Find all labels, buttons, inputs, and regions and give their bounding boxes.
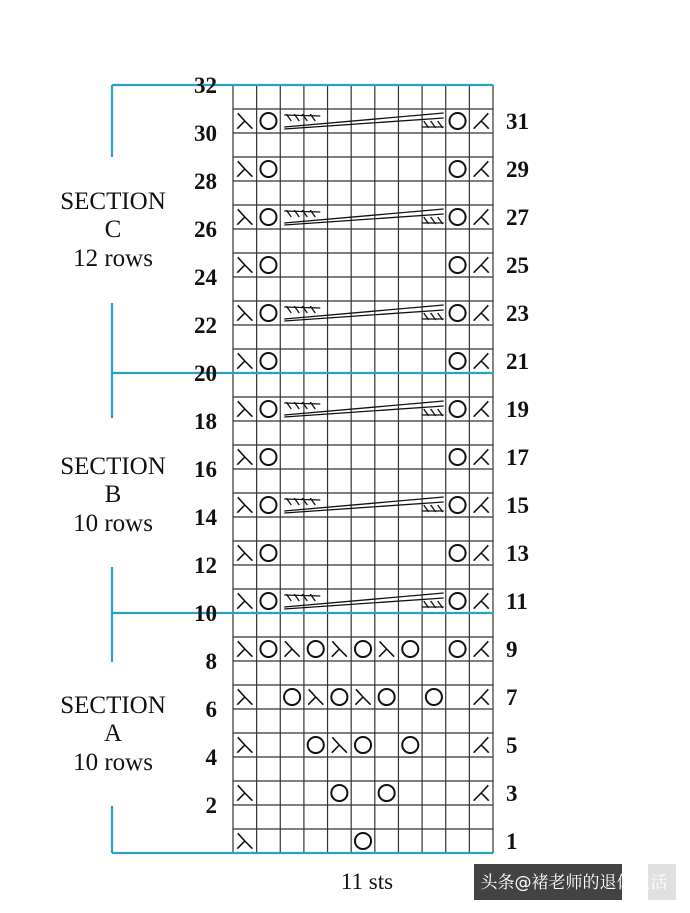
row-number-right: 29	[506, 157, 529, 182]
section-b-title: SECTION	[60, 453, 166, 480]
cable-hatch-left	[310, 402, 315, 409]
yarn-over-mark	[331, 689, 347, 705]
cable-hatch-left-top	[284, 211, 320, 212]
ssk-mark	[237, 689, 252, 704]
ssk-mark	[237, 497, 252, 512]
row-number-left: 2	[205, 793, 217, 818]
ssk-mark	[237, 641, 252, 656]
row-number-right: 17	[506, 445, 529, 470]
ssk-mark	[237, 257, 252, 272]
row-number-left: 14	[194, 505, 217, 530]
cable-hatch-left	[310, 114, 315, 121]
yarn-over-mark	[450, 401, 466, 417]
row-number-left: 8	[205, 649, 217, 674]
yarn-over-mark	[450, 593, 466, 609]
cable-hatch-left	[310, 210, 315, 217]
k2tog-mark	[474, 161, 489, 176]
yarn-over-mark	[450, 113, 466, 129]
ssk-mark	[308, 689, 323, 704]
cable-hatch-left-top	[284, 595, 320, 596]
ssk-mark	[355, 689, 370, 704]
row-number-right: 11	[506, 589, 528, 614]
row-number-left: 10	[194, 601, 217, 626]
yarn-over-mark	[260, 449, 276, 465]
yarn-over-mark	[450, 353, 466, 369]
stitch-count-label: 11 sts	[340, 869, 394, 894]
section-c-letter: C	[104, 216, 122, 243]
yarn-over-mark	[379, 785, 395, 801]
row-number-left: 30	[194, 121, 217, 146]
yarn-over-mark	[260, 113, 276, 129]
cable-hatch-left	[310, 498, 315, 505]
section-c-title: SECTION	[60, 188, 166, 215]
section-c-label	[60, 188, 166, 272]
yarn-over-mark	[355, 641, 371, 657]
yarn-over-mark	[402, 737, 418, 753]
cable-hatch-left	[310, 594, 315, 601]
ssk-mark	[237, 305, 252, 320]
section-a-letter: A	[103, 720, 123, 747]
row-number-right: 31	[506, 109, 529, 134]
row-number-right: 21	[506, 349, 529, 374]
yarn-over-mark	[260, 401, 276, 417]
row-number-right: 3	[506, 781, 518, 806]
section-a-rows: 10 rows	[73, 749, 153, 776]
row-number-right: 9	[506, 637, 518, 662]
k2tog-mark	[474, 401, 489, 416]
row-number-right: 7	[506, 685, 518, 710]
yarn-over-mark	[450, 545, 466, 561]
ssk-mark	[332, 641, 347, 656]
ssk-mark	[237, 593, 252, 608]
row-number-right: 15	[506, 493, 529, 518]
k2tog-mark	[474, 497, 489, 512]
stitch-symbols	[237, 113, 488, 849]
ssk-mark	[237, 113, 252, 128]
yarn-over-mark	[450, 209, 466, 225]
cable-hatch-left-top	[284, 307, 320, 308]
k2tog-mark	[474, 689, 489, 704]
yarn-over-mark	[450, 257, 466, 273]
yarn-over-mark	[260, 641, 276, 657]
ssk-mark	[237, 401, 252, 416]
k2tog-mark	[474, 305, 489, 320]
cable-hatch-left-top	[284, 403, 320, 404]
section-b-letter: B	[104, 481, 122, 508]
row-number-right: 27	[506, 205, 529, 230]
yarn-over-mark	[308, 737, 324, 753]
k2tog-mark	[474, 449, 489, 464]
k2tog-mark	[474, 209, 489, 224]
row-number-right: 19	[506, 397, 529, 422]
yarn-over-mark	[355, 833, 371, 849]
row-number-left: 24	[194, 265, 217, 290]
yarn-over-mark	[450, 161, 466, 177]
ssk-mark	[332, 737, 347, 752]
ssk-mark	[379, 641, 394, 656]
row-number-right: 1	[506, 829, 518, 854]
ssk-mark	[237, 161, 252, 176]
k2tog-mark	[474, 737, 489, 752]
cable-hatch-left	[310, 306, 315, 313]
yarn-over-mark	[450, 641, 466, 657]
section-a-label	[60, 692, 166, 776]
section-b-rows: 10 rows	[73, 510, 153, 537]
watermark	[474, 864, 676, 900]
yarn-over-mark	[260, 545, 276, 561]
row-number-left: 22	[194, 313, 217, 338]
row-number-left: 32	[194, 73, 217, 98]
cable-hatch-left-top	[284, 115, 320, 116]
row-number-right: 23	[506, 301, 529, 326]
yarn-over-mark	[260, 497, 276, 513]
k2tog-mark	[474, 545, 489, 560]
row-number-right: 25	[506, 253, 529, 278]
yarn-over-mark	[260, 257, 276, 273]
yarn-over-mark	[450, 305, 466, 321]
yarn-over-mark	[426, 689, 442, 705]
yarn-over-mark	[308, 641, 324, 657]
cable-hatch-left-top	[284, 499, 320, 500]
yarn-over-mark	[260, 593, 276, 609]
ssk-mark	[285, 641, 300, 656]
ssk-mark	[237, 209, 252, 224]
row-number-left: 26	[194, 217, 217, 242]
yarn-over-mark	[402, 641, 418, 657]
row-number-left: 20	[194, 361, 217, 386]
watermark-text: 头条@褚老师的退休生活	[480, 873, 668, 893]
ssk-mark	[237, 833, 252, 848]
k2tog-mark	[474, 257, 489, 272]
yarn-over-mark	[450, 497, 466, 513]
yarn-over-mark	[260, 209, 276, 225]
yarn-over-mark	[450, 449, 466, 465]
yarn-over-mark	[355, 737, 371, 753]
yarn-over-mark	[284, 689, 300, 705]
ssk-mark	[237, 353, 252, 368]
ssk-mark	[237, 449, 252, 464]
row-number-left: 16	[194, 457, 217, 482]
row-number-right: 5	[506, 733, 518, 758]
yarn-over-mark	[260, 353, 276, 369]
row-number-left: 18	[194, 409, 217, 434]
section-c-rows: 12 rows	[73, 245, 153, 272]
row-number-left: 6	[205, 697, 217, 722]
k2tog-mark	[474, 113, 489, 128]
k2tog-mark	[474, 353, 489, 368]
ssk-mark	[237, 737, 252, 752]
ssk-mark	[237, 545, 252, 560]
yarn-over-mark	[260, 305, 276, 321]
row-number-left: 4	[205, 745, 217, 770]
section-a-title: SECTION	[60, 692, 166, 719]
yarn-over-mark	[379, 689, 395, 705]
yarn-over-mark	[331, 785, 347, 801]
ssk-mark	[237, 785, 252, 800]
k2tog-mark	[474, 785, 489, 800]
row-number-right: 13	[506, 541, 529, 566]
k2tog-mark	[474, 593, 489, 608]
yarn-over-mark	[260, 161, 276, 177]
row-number-left: 28	[194, 169, 217, 194]
section-b-label	[60, 453, 166, 537]
row-number-left: 12	[194, 553, 217, 578]
k2tog-mark	[474, 641, 489, 656]
